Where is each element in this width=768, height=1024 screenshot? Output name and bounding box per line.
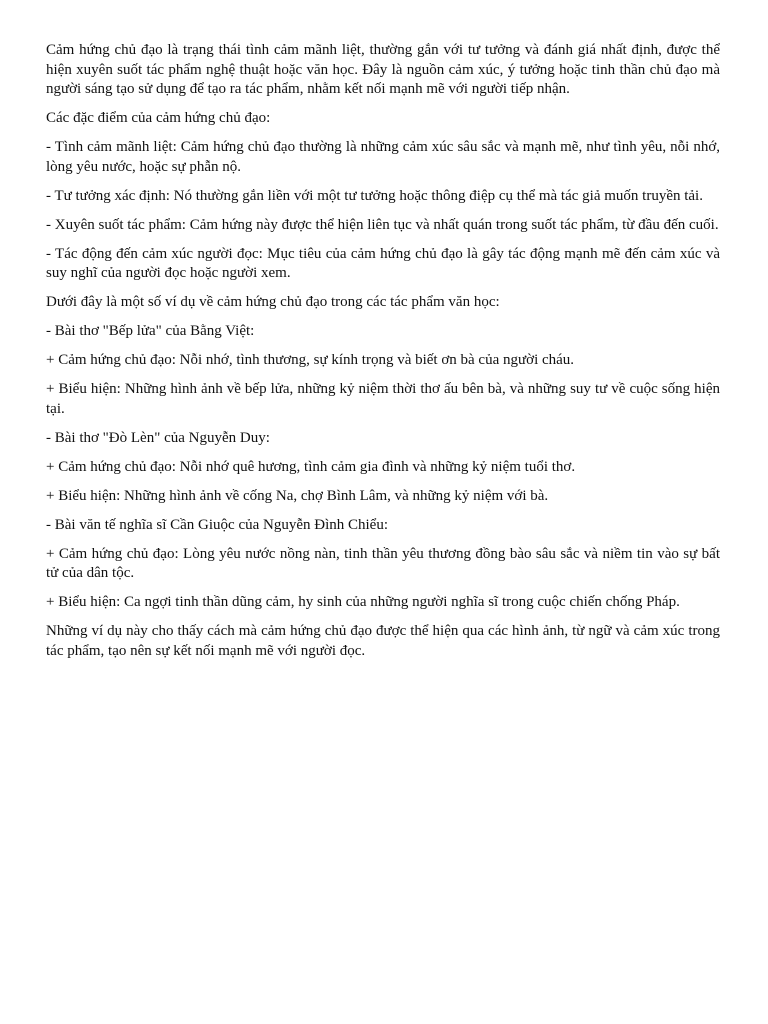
- characteristic-item: - Tình cảm mãnh liệt: Cảm hứng chủ đạo thường là những cảm xúc sâu sắc và mạnh mẽ, như tình yêu, nỗi nhớ, lòng yêu nước, hoặc sự phẫn nộ.: [46, 139, 720, 175]
- example-detail: + Biểu hiện: Những hình ảnh về cống Na, chợ Bình Lâm, và những kỷ niệm với bà.: [46, 487, 549, 504]
- example-detail: + Cảm hứng chủ đạo: Lòng yêu nước nồng nàn, tinh thần yêu thương đồng bào sâu sắc và niềm tin vào sự bất tử của dân tộc.: [46, 545, 720, 581]
- characteristics-heading: Các đặc điểm của cảm hứng chủ đạo:: [46, 110, 271, 126]
- example-title: - Bài thơ "Bếp lửa" của Bằng Việt:: [46, 323, 255, 339]
- example-title: - Bài thơ "Đò Lèn" của Nguyễn Duy:: [46, 429, 270, 446]
- characteristic-item: - Tư tưởng xác định: Nó thường gắn liền với một tư tưởng hoặc thông điệp cụ thể mà tác giả muốn truyền tải.: [46, 187, 703, 204]
- example-detail: + Cảm hứng chủ đạo: Nỗi nhớ, tình thương, sự kính trọng và biết ơn bà của người cháu.: [46, 352, 575, 368]
- example-detail: + Cảm hứng chủ đạo: Nỗi nhớ quê hương, tình cảm gia đình và những kỷ niệm tuổi thơ.: [46, 458, 576, 475]
- examples-heading: Dưới đây là một số ví dụ về cảm hứng chủ đạo trong các tác phẩm văn học:: [46, 294, 500, 310]
- intro-paragraph: Cảm hứng chủ đạo là trạng thái tình cảm mãnh liệt, thường gắn với tư tưởng và đánh giá nhất định, được thể hiện xuyên suốt tác phẩm nghệ thuật hoặc văn học. Đây là nguồn cảm xúc, ý tưởng hoặc tinh thần chủ đạo mà người sáng tạo sử dụng để tạo ra tác phẩm, nhằm kết nối mạnh mẽ với người tiếp nhận.: [46, 42, 720, 97]
- document-body: [46, 41, 720, 671]
- conclusion-paragraph: Những ví dụ này cho thấy cách mà cảm hứng chủ đạo được thể hiện qua các hình ảnh, từ ngữ và cảm xúc trong tác phẩm, tạo nên sự kết nối mạnh mẽ với người đọc.: [46, 623, 720, 659]
- example-title: - Bài văn tế nghĩa sĩ Cần Giuộc của Nguyễn Đình Chiểu:: [46, 516, 389, 533]
- characteristic-item: - Xuyên suốt tác phẩm: Cảm hứng này được thể hiện liên tục và nhất quán trong suốt tác phẩm, từ đầu đến cuối.: [46, 216, 719, 233]
- example-detail: + Biểu hiện: Những hình ảnh về bếp lửa, những kỷ niệm thời thơ ấu bên bà, và những suy tư về cuộc sống hiện tại.: [46, 381, 720, 417]
- characteristic-item: - Tác động đến cảm xúc người đọc: Mục tiêu của cảm hứng chủ đạo là gây tác động mạnh mẽ đến cảm xúc và suy nghĩ của người đọc hoặc người xem.: [46, 245, 720, 281]
- example-detail: + Biểu hiện: Ca ngợi tinh thần dũng cảm, hy sinh của những người nghĩa sĩ trong cuộc chiến chống Pháp.: [46, 594, 680, 610]
